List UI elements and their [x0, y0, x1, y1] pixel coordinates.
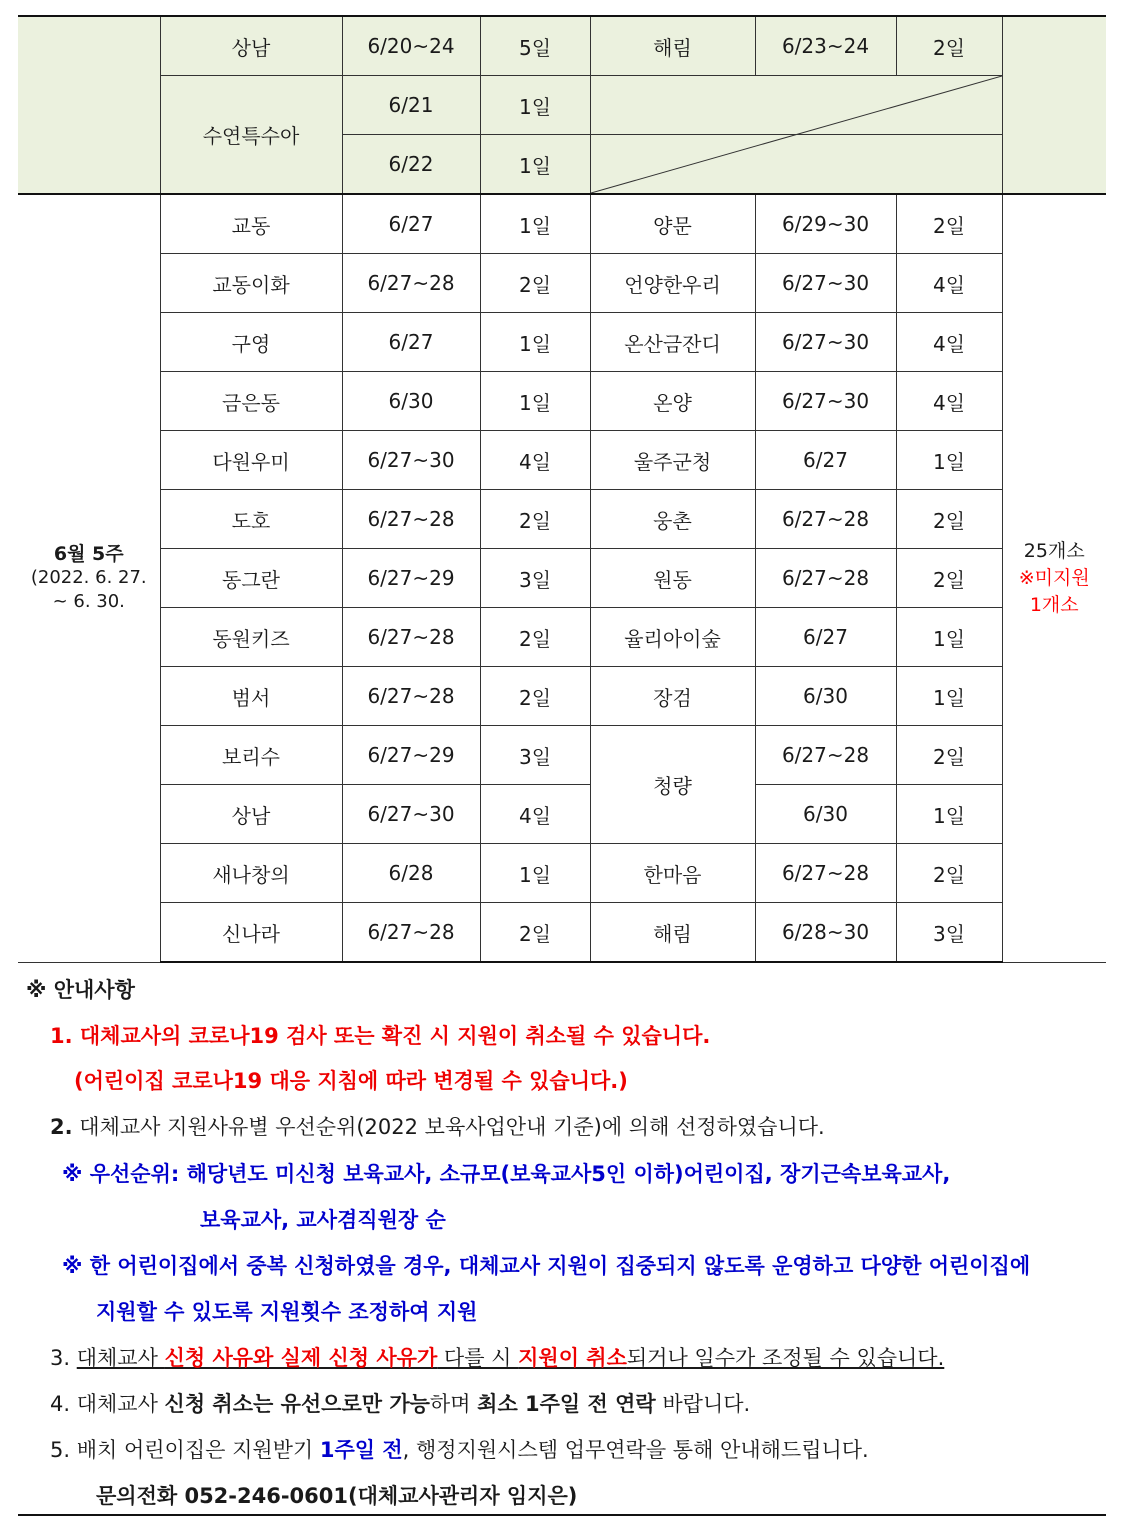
date-range: 6/27~30	[342, 785, 480, 844]
center-name: 온산금잔디	[590, 313, 755, 372]
total-count: 25개소	[1023, 539, 1085, 562]
notice-item-5-b: 1주일 전	[319, 1438, 403, 1462]
days-count: 4일	[896, 313, 1002, 372]
table-row	[18, 372, 1106, 431]
center-name: 상남	[160, 785, 342, 844]
days-count: 2일	[896, 490, 1002, 549]
center-name: 동원키즈	[160, 608, 342, 667]
week-range-line1: (2022. 6. 27.	[30, 567, 147, 589]
days-count: 1일	[480, 844, 590, 903]
days-count: 1일	[896, 785, 1002, 844]
days-count: 4일	[896, 372, 1002, 431]
date-range: 6/27~30	[755, 313, 896, 372]
date-range: 6/21	[342, 76, 480, 135]
days-count: 5일	[480, 16, 590, 76]
date-range: 6/28	[342, 844, 480, 903]
date-range: 6/27~28	[342, 490, 480, 549]
notice-item-4	[50, 1388, 750, 1418]
date-range: 6/27	[755, 608, 896, 667]
unsupported-label: ※미지원	[1018, 566, 1090, 589]
days-count: 4일	[480, 785, 590, 844]
days-count: 4일	[896, 254, 1002, 313]
date-range: 6/27~28	[755, 490, 896, 549]
center-name: 새나창의	[160, 844, 342, 903]
days-count: 4일	[480, 431, 590, 490]
date-range: 6/27~30	[342, 431, 480, 490]
notice-item-3-c: 다를 시	[437, 1346, 519, 1370]
notice-item-1: 1. 대체교사의 코로나19 검사 또는 확진 시 지원이 취소될 수 있습니다.	[50, 1024, 711, 1048]
week-range-line2: ~ 6. 30.	[52, 591, 125, 613]
notice-item-3	[50, 1342, 944, 1372]
days-count: 1일	[896, 431, 1002, 490]
duplicate-note: ※ 한 어린이집에서 중복 신청하였을 경우, 대체교사 지원이 집중되지 않도록 운영하고 다양한 어린이집에	[62, 1254, 1031, 1278]
notice-item-3-e: 되거나 일수가 조정될 수 있습니다.	[626, 1346, 945, 1370]
date-range: 6/28~30	[755, 903, 896, 963]
notice-section	[18, 968, 1106, 1516]
priority-note-cont: 보육교사, 교사겸직원장 순	[200, 1208, 446, 1232]
contact-phone: 문의전화 052-246-0601(대체교사관리자 임지은)	[96, 1484, 578, 1508]
date-range: 6/27~28	[342, 254, 480, 313]
date-range: 6/27~28	[342, 903, 480, 963]
days-count: 2일	[480, 490, 590, 549]
notice-item-2	[50, 1111, 825, 1141]
center-name: 청량	[590, 726, 755, 844]
table-row	[18, 16, 1106, 76]
date-range: 6/27~29	[342, 549, 480, 608]
center-name: 구영	[160, 313, 342, 372]
center-name: 온양	[590, 372, 755, 431]
table-row	[18, 254, 1106, 313]
days-count: 2일	[480, 254, 590, 313]
table-row	[18, 549, 1106, 608]
notice-item-3-a: 대체교사	[76, 1346, 165, 1370]
days-count: 2일	[896, 194, 1002, 254]
date-range: 6/27~30	[755, 372, 896, 431]
notice-item-3-text	[77, 1346, 945, 1370]
table-row	[18, 490, 1106, 549]
table-row	[18, 726, 1106, 785]
center-name: 언양한우리	[590, 254, 755, 313]
table-row	[18, 194, 1106, 254]
notice-item-3-b: 신청 사유와 실제 신청 사유가	[164, 1346, 438, 1370]
table-row	[18, 785, 1106, 844]
diagonal-line	[591, 76, 1002, 193]
center-name: 울주군청	[590, 431, 755, 490]
table-row	[18, 667, 1106, 726]
date-range: 6/27~28	[755, 844, 896, 903]
center-name: 신나라	[160, 903, 342, 963]
table-row	[18, 903, 1106, 963]
date-range: 6/27~28	[755, 549, 896, 608]
days-count: 1일	[480, 194, 590, 254]
days-count: 2일	[896, 726, 1002, 785]
center-name: 범서	[160, 667, 342, 726]
notice-item-3-d: 지원이 취소	[518, 1346, 627, 1370]
table-row	[18, 844, 1106, 903]
notice-item-5	[50, 1434, 869, 1464]
center-name: 한마음	[590, 844, 755, 903]
notice-item-1-sub: (어린이집 코로나19 대응 지침에 따라 변경될 수 있습니다.)	[74, 1069, 628, 1093]
notice-item-5-c: , 행정지원시스템 업무연락을 통해 안내해드립니다.	[402, 1438, 869, 1462]
week-title: 6월 5주	[53, 543, 124, 566]
notice-item-5-a: 5. 배치 어린이집은 지원받기	[50, 1438, 320, 1462]
table-row	[18, 608, 1106, 667]
date-range: 6/20~24	[342, 16, 480, 76]
table-row	[18, 76, 1106, 135]
days-count: 1일	[896, 667, 1002, 726]
days-count: 3일	[896, 903, 1002, 963]
date-range: 6/27~28	[342, 667, 480, 726]
days-count: 2일	[480, 903, 590, 963]
center-name: 양문	[590, 194, 755, 254]
date-range: 6/27	[755, 431, 896, 490]
notice-item-4-d: 최소 1주일 전 연락	[477, 1392, 656, 1416]
center-name: 다원우미	[160, 431, 342, 490]
unsupported-count: 1개소	[1029, 593, 1079, 616]
center-name: 교동이화	[160, 254, 342, 313]
days-count: 2일	[896, 549, 1002, 608]
date-range: 6/27	[342, 194, 480, 254]
table-row	[18, 431, 1106, 490]
days-count: 2일	[480, 667, 590, 726]
week-label-cell	[18, 194, 160, 962]
center-name: 원동	[590, 549, 755, 608]
date-range: 6/30	[755, 667, 896, 726]
total-count-cell	[1002, 194, 1106, 962]
center-name: 도호	[160, 490, 342, 549]
notice-item-4-b: 신청 취소는 유선으로만 가능	[164, 1392, 430, 1416]
days-count: 1일	[480, 76, 590, 135]
days-count: 1일	[480, 372, 590, 431]
notice-item-2-num: 2.	[50, 1115, 73, 1139]
duplicate-note-cont: 지원할 수 있도록 지원횟수 조정하여 지원	[96, 1300, 478, 1324]
center-name: 상남	[160, 16, 342, 76]
prev-week-cell	[18, 16, 160, 194]
days-count: 1일	[480, 135, 590, 195]
notice-heading: ※ 안내사항	[26, 978, 135, 1002]
days-count: 1일	[480, 313, 590, 372]
center-name: 금은동	[160, 372, 342, 431]
center-name: 동그란	[160, 549, 342, 608]
center-name: 율리아이숲	[590, 608, 755, 667]
date-range: 6/30	[755, 785, 896, 844]
notice-item-3-num: 3.	[50, 1346, 71, 1370]
center-name: 해림	[590, 16, 755, 76]
date-range: 6/22	[342, 135, 480, 195]
priority-note: ※ 우선순위: 해당년도 미신청 보육교사, 소규모(보육교사5인 이하)어린이집, 장기근속보육교사,	[62, 1162, 951, 1186]
notice-item-4-c: 하며	[429, 1392, 478, 1416]
date-range: 6/27~30	[755, 254, 896, 313]
date-range: 6/29~30	[755, 194, 896, 254]
days-count: 1일	[896, 608, 1002, 667]
date-range: 6/27~28	[342, 608, 480, 667]
notice-item-4-a: 4. 대체교사	[50, 1392, 165, 1416]
center-name: 해림	[590, 903, 755, 963]
date-range: 6/30	[342, 372, 480, 431]
notice-item-2-text: 대체교사 지원사유별 우선순위(2022 보육사업안내 기준)에 의해 선정하였습니다.	[79, 1115, 825, 1139]
date-range: 6/23~24	[755, 16, 896, 76]
center-name: 교동	[160, 194, 342, 254]
days-count: 2일	[896, 844, 1002, 903]
date-range: 6/27~28	[755, 726, 896, 785]
days-count: 3일	[480, 549, 590, 608]
table-row	[18, 313, 1106, 372]
center-name: 웅촌	[590, 490, 755, 549]
date-range: 6/27	[342, 313, 480, 372]
notice-item-4-e: 바랍니다.	[655, 1392, 751, 1416]
prev-total-cell	[1002, 16, 1106, 194]
days-count: 2일	[480, 608, 590, 667]
empty-diagonal-cell	[590, 76, 1002, 195]
center-name: 장검	[590, 667, 755, 726]
center-name: 보리수	[160, 726, 342, 785]
date-range: 6/27~29	[342, 726, 480, 785]
days-count: 2일	[896, 16, 1002, 76]
schedule-table	[18, 15, 1106, 963]
center-name: 수연특수아	[160, 76, 342, 195]
days-count: 3일	[480, 726, 590, 785]
